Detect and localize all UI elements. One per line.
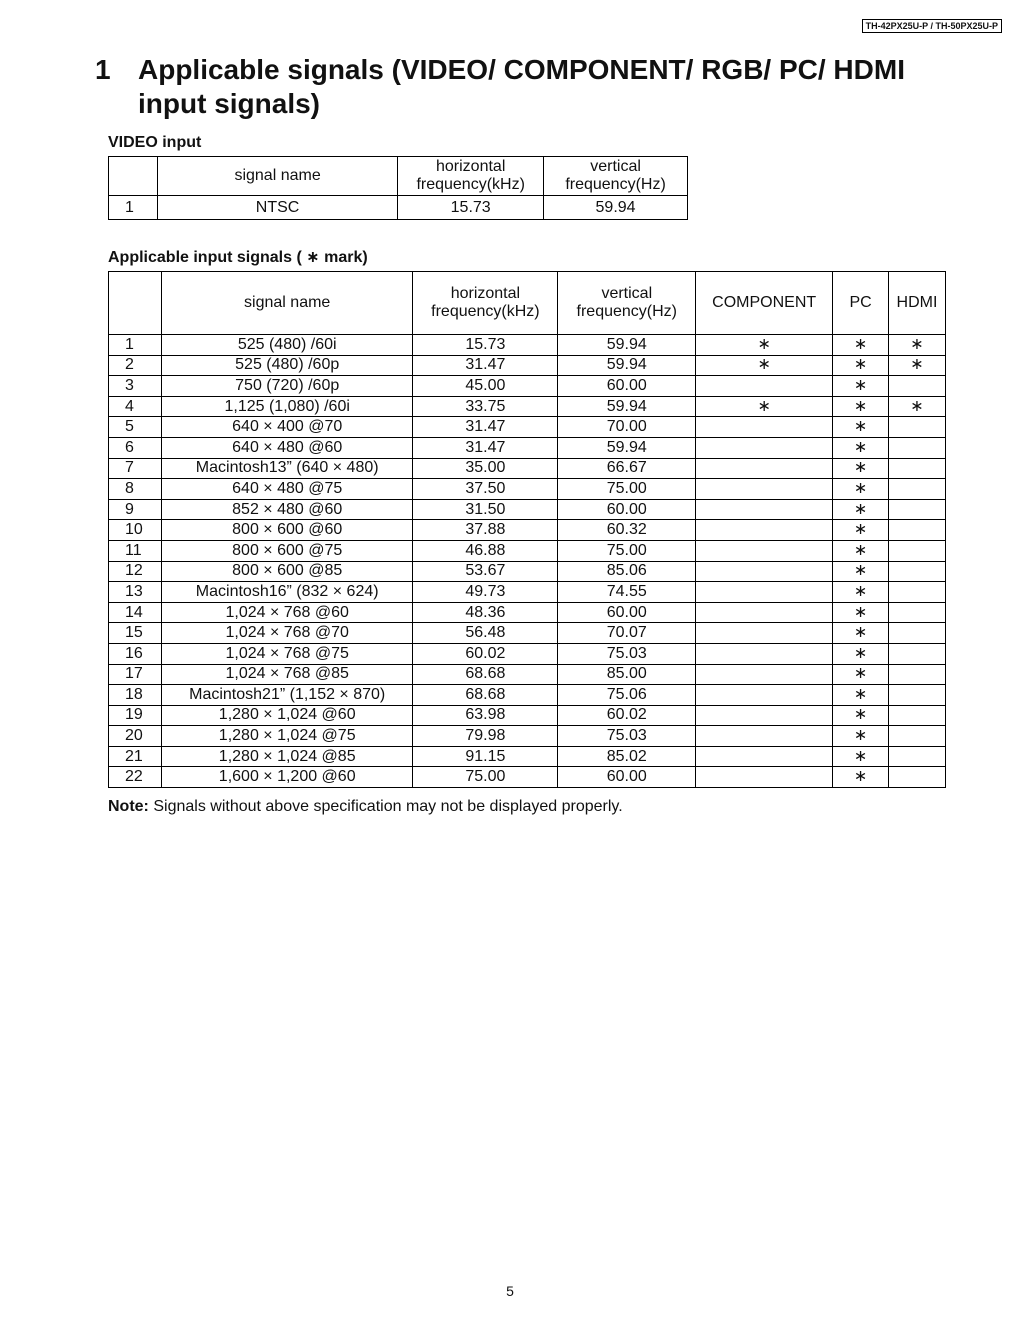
vertical-frequency-cell: 59.94 [558, 396, 696, 417]
horizontal-frequency-cell: 56.48 [413, 623, 558, 644]
component-mark-cell [696, 746, 833, 767]
signal-name-cell: Macintosh13” (640 × 480) [161, 458, 413, 479]
horizontal-frequency-cell: 31.47 [413, 417, 558, 438]
signal-name-cell: 1,125 (1,080) /60i [161, 396, 413, 417]
table-row [109, 335, 946, 356]
signal-name-cell: 525 (480) /60p [161, 355, 413, 376]
vertical-frequency-cell: 85.06 [558, 561, 696, 582]
component-mark-cell [696, 602, 833, 623]
vertical-frequency-cell: 59.94 [558, 355, 696, 376]
pc-mark-cell: ∗ [833, 479, 889, 500]
vertical-frequency-cell: 85.02 [558, 746, 696, 767]
pc-mark-cell: ∗ [833, 643, 889, 664]
row-number: 9 [109, 499, 162, 520]
row-number: 1 [109, 196, 158, 220]
table-row [109, 726, 946, 747]
component-mark-cell [696, 458, 833, 479]
horizontal-frequency-cell: 91.15 [413, 746, 558, 767]
pc-mark-cell: ∗ [833, 705, 889, 726]
horizontal-frequency-cell: 45.00 [413, 376, 558, 397]
signal-name-cell: 800 × 600 @60 [161, 520, 413, 541]
column-header-component: COMPONENT [696, 272, 833, 335]
vertical-frequency-cell: 59.94 [558, 335, 696, 356]
hdmi-mark-cell [889, 561, 946, 582]
table-row [109, 746, 946, 767]
row-number: 5 [109, 417, 162, 438]
row-number: 16 [109, 643, 162, 664]
row-number: 11 [109, 540, 162, 561]
row-number: 20 [109, 726, 162, 747]
pc-mark-cell: ∗ [833, 499, 889, 520]
pc-mark-cell: ∗ [833, 623, 889, 644]
signal-name-cell: 1,024 × 768 @60 [161, 602, 413, 623]
hdmi-mark-cell [889, 767, 946, 788]
horizontal-frequency-cell: 63.98 [413, 705, 558, 726]
row-number: 15 [109, 623, 162, 644]
row-number: 2 [109, 355, 162, 376]
horizontal-frequency-cell: 60.02 [413, 643, 558, 664]
component-mark-cell [696, 726, 833, 747]
note-text: Signals without above specification may not be displayed properly. [153, 798, 623, 815]
row-number: 1 [109, 335, 162, 356]
table-header-row [109, 272, 946, 335]
signal-name-cell: 640 × 480 @75 [161, 479, 413, 500]
vertical-frequency-cell: 74.55 [558, 582, 696, 603]
video-input-heading: VIDEO input [108, 134, 202, 151]
row-number: 4 [109, 396, 162, 417]
pc-mark-cell: ∗ [833, 355, 889, 376]
section-title: Applicable signals (VIDEO/ COMPONENT/ RGB/ PC/ HDMI input signals) [138, 54, 905, 119]
pc-mark-cell: ∗ [833, 664, 889, 685]
vertical-frequency-cell: 60.00 [558, 767, 696, 788]
section-number: 1 [95, 54, 111, 85]
table-row [109, 417, 946, 438]
table-row [109, 643, 946, 664]
table-row [109, 685, 946, 706]
table-row [109, 520, 946, 541]
row-number: 10 [109, 520, 162, 541]
component-mark-cell [696, 437, 833, 458]
horizontal-frequency-cell: 75.00 [413, 767, 558, 788]
table-row [109, 705, 946, 726]
horizontal-frequency-cell: 33.75 [413, 396, 558, 417]
vertical-frequency-cell: 60.00 [558, 602, 696, 623]
table-row [109, 437, 946, 458]
signal-name-cell: 1,024 × 768 @75 [161, 643, 413, 664]
table-row [109, 623, 946, 644]
pc-mark-cell: ∗ [833, 520, 889, 541]
vertical-frequency-cell: 60.02 [558, 705, 696, 726]
column-header-vertical-frequency: vertical frequency(Hz) [558, 272, 696, 335]
column-header-pc: PC [833, 272, 889, 335]
row-number: 18 [109, 685, 162, 706]
component-mark-cell [696, 623, 833, 644]
vertical-frequency-cell: 85.00 [558, 664, 696, 685]
row-number: 21 [109, 746, 162, 767]
signal-name-cell: 525 (480) /60i [161, 335, 413, 356]
pc-mark-cell: ∗ [833, 685, 889, 706]
component-mark-cell: ∗ [696, 355, 833, 376]
table-row [109, 479, 946, 500]
table-row [109, 376, 946, 397]
signal-name-cell: 1,600 × 1,200 @60 [161, 767, 413, 788]
table-row [109, 561, 946, 582]
hdmi-mark-cell [889, 540, 946, 561]
pc-mark-cell: ∗ [833, 437, 889, 458]
pc-mark-cell: ∗ [833, 582, 889, 603]
row-number: 8 [109, 479, 162, 500]
hdmi-mark-cell [889, 499, 946, 520]
component-mark-cell [696, 664, 833, 685]
signal-name-cell: Macintosh16” (832 × 624) [161, 582, 413, 603]
horizontal-frequency-cell: 37.88 [413, 520, 558, 541]
signal-name-cell: 1,280 × 1,024 @60 [161, 705, 413, 726]
hdmi-mark-cell [889, 520, 946, 541]
vertical-frequency-cell: 75.03 [558, 643, 696, 664]
page-number: 5 [506, 1283, 514, 1299]
column-header-number [109, 157, 158, 196]
vertical-frequency-cell: 70.00 [558, 417, 696, 438]
hdmi-mark-cell: ∗ [889, 355, 946, 376]
vertical-frequency-cell: 75.06 [558, 685, 696, 706]
horizontal-frequency-cell: 79.98 [413, 726, 558, 747]
pc-mark-cell: ∗ [833, 396, 889, 417]
applicable-signals-table [108, 271, 946, 788]
pc-mark-cell: ∗ [833, 726, 889, 747]
pc-mark-cell: ∗ [833, 561, 889, 582]
model-number-tag: TH-42PX25U-P / TH-50PX25U-P [862, 19, 1002, 33]
horizontal-frequency-cell: 46.88 [413, 540, 558, 561]
signal-name-cell: 640 × 480 @60 [161, 437, 413, 458]
section-heading [95, 53, 975, 121]
horizontal-frequency-cell: 48.36 [413, 602, 558, 623]
signal-name-cell: 750 (720) /60p [161, 376, 413, 397]
table-row [109, 396, 946, 417]
hdmi-mark-cell [889, 582, 946, 603]
vertical-frequency-cell: 70.07 [558, 623, 696, 644]
hdmi-mark-cell [889, 685, 946, 706]
table-row [109, 582, 946, 603]
vertical-frequency-cell: 66.67 [558, 458, 696, 479]
horizontal-frequency-cell: 37.50 [413, 479, 558, 500]
horizontal-frequency-cell: 31.47 [413, 355, 558, 376]
hdmi-mark-cell [889, 726, 946, 747]
column-header-number [109, 272, 162, 335]
signal-name-cell: 1,024 × 768 @85 [161, 664, 413, 685]
column-header-hdmi: HDMI [889, 272, 946, 335]
component-mark-cell [696, 479, 833, 500]
hdmi-mark-cell [889, 479, 946, 500]
horizontal-frequency-cell: 15.73 [398, 196, 544, 220]
pc-mark-cell: ∗ [833, 458, 889, 479]
component-mark-cell [696, 417, 833, 438]
hdmi-mark-cell [889, 376, 946, 397]
horizontal-frequency-cell: 53.67 [413, 561, 558, 582]
hdmi-mark-cell [889, 664, 946, 685]
row-number: 13 [109, 582, 162, 603]
hdmi-mark-cell [889, 437, 946, 458]
row-number: 6 [109, 437, 162, 458]
signal-name-cell: 852 × 480 @60 [161, 499, 413, 520]
horizontal-frequency-cell: 68.68 [413, 685, 558, 706]
note [108, 798, 623, 816]
signal-name-cell: Macintosh21” (1,152 × 870) [161, 685, 413, 706]
row-number: 19 [109, 705, 162, 726]
component-mark-cell: ∗ [696, 335, 833, 356]
signal-name-cell: 640 × 400 @70 [161, 417, 413, 438]
hdmi-mark-cell [889, 705, 946, 726]
hdmi-mark-cell: ∗ [889, 396, 946, 417]
horizontal-frequency-cell: 31.50 [413, 499, 558, 520]
row-number: 7 [109, 458, 162, 479]
component-mark-cell [696, 582, 833, 603]
horizontal-frequency-cell: 31.47 [413, 437, 558, 458]
row-number: 17 [109, 664, 162, 685]
signal-rows [109, 335, 946, 788]
component-mark-cell [696, 520, 833, 541]
pc-mark-cell: ∗ [833, 376, 889, 397]
vertical-frequency-cell: 60.00 [558, 376, 696, 397]
hdmi-mark-cell: ∗ [889, 335, 946, 356]
vertical-frequency-cell: 60.32 [558, 520, 696, 541]
signal-name-cell: 1,024 × 768 @70 [161, 623, 413, 644]
row-number: 3 [109, 376, 162, 397]
signal-name-cell: 800 × 600 @85 [161, 561, 413, 582]
table-row [109, 767, 946, 788]
pc-mark-cell: ∗ [833, 602, 889, 623]
signal-name-cell: 800 × 600 @75 [161, 540, 413, 561]
vertical-frequency-cell: 59.94 [544, 196, 688, 220]
component-mark-cell: ∗ [696, 396, 833, 417]
row-number: 14 [109, 602, 162, 623]
component-mark-cell [696, 685, 833, 706]
row-number: 22 [109, 767, 162, 788]
pc-mark-cell: ∗ [833, 746, 889, 767]
table-row [109, 458, 946, 479]
hdmi-mark-cell [889, 623, 946, 644]
vertical-frequency-cell: 59.94 [558, 437, 696, 458]
component-mark-cell [696, 376, 833, 397]
component-mark-cell [696, 705, 833, 726]
column-header-signal-name: signal name [161, 272, 413, 335]
component-mark-cell [696, 499, 833, 520]
column-header-vertical-frequency: vertical frequency(Hz) [544, 157, 688, 196]
column-header-signal-name: signal name [157, 157, 397, 196]
hdmi-mark-cell [889, 746, 946, 767]
vertical-frequency-cell: 60.00 [558, 499, 696, 520]
pc-mark-cell: ∗ [833, 767, 889, 788]
table-header-row [109, 157, 688, 196]
horizontal-frequency-cell: 68.68 [413, 664, 558, 685]
column-header-horizontal-frequency: horizontal frequency(kHz) [413, 272, 558, 335]
table-row [109, 355, 946, 376]
signal-name-cell: 1,280 × 1,024 @85 [161, 746, 413, 767]
hdmi-mark-cell [889, 602, 946, 623]
pc-mark-cell: ∗ [833, 417, 889, 438]
vertical-frequency-cell: 75.00 [558, 540, 696, 561]
horizontal-frequency-cell: 49.73 [413, 582, 558, 603]
horizontal-frequency-cell: 35.00 [413, 458, 558, 479]
vertical-frequency-cell: 75.00 [558, 479, 696, 500]
table-row [109, 196, 688, 220]
hdmi-mark-cell [889, 417, 946, 438]
pc-mark-cell: ∗ [833, 335, 889, 356]
column-header-horizontal-frequency: horizontal frequency(kHz) [398, 157, 544, 196]
table-row [109, 602, 946, 623]
component-mark-cell [696, 767, 833, 788]
horizontal-frequency-cell: 15.73 [413, 335, 558, 356]
applicable-signals-heading: Applicable input signals ( ∗ mark) [108, 249, 368, 266]
table-row [109, 664, 946, 685]
signal-name-cell: 1,280 × 1,024 @75 [161, 726, 413, 747]
hdmi-mark-cell [889, 458, 946, 479]
row-number: 12 [109, 561, 162, 582]
component-mark-cell [696, 561, 833, 582]
component-mark-cell [696, 643, 833, 664]
table-row [109, 540, 946, 561]
signal-name-cell: NTSC [157, 196, 397, 220]
table-row [109, 499, 946, 520]
video-input-table [108, 156, 688, 220]
pc-mark-cell: ∗ [833, 540, 889, 561]
vertical-frequency-cell: 75.03 [558, 726, 696, 747]
hdmi-mark-cell [889, 643, 946, 664]
component-mark-cell [696, 540, 833, 561]
note-label: Note: [108, 798, 149, 815]
